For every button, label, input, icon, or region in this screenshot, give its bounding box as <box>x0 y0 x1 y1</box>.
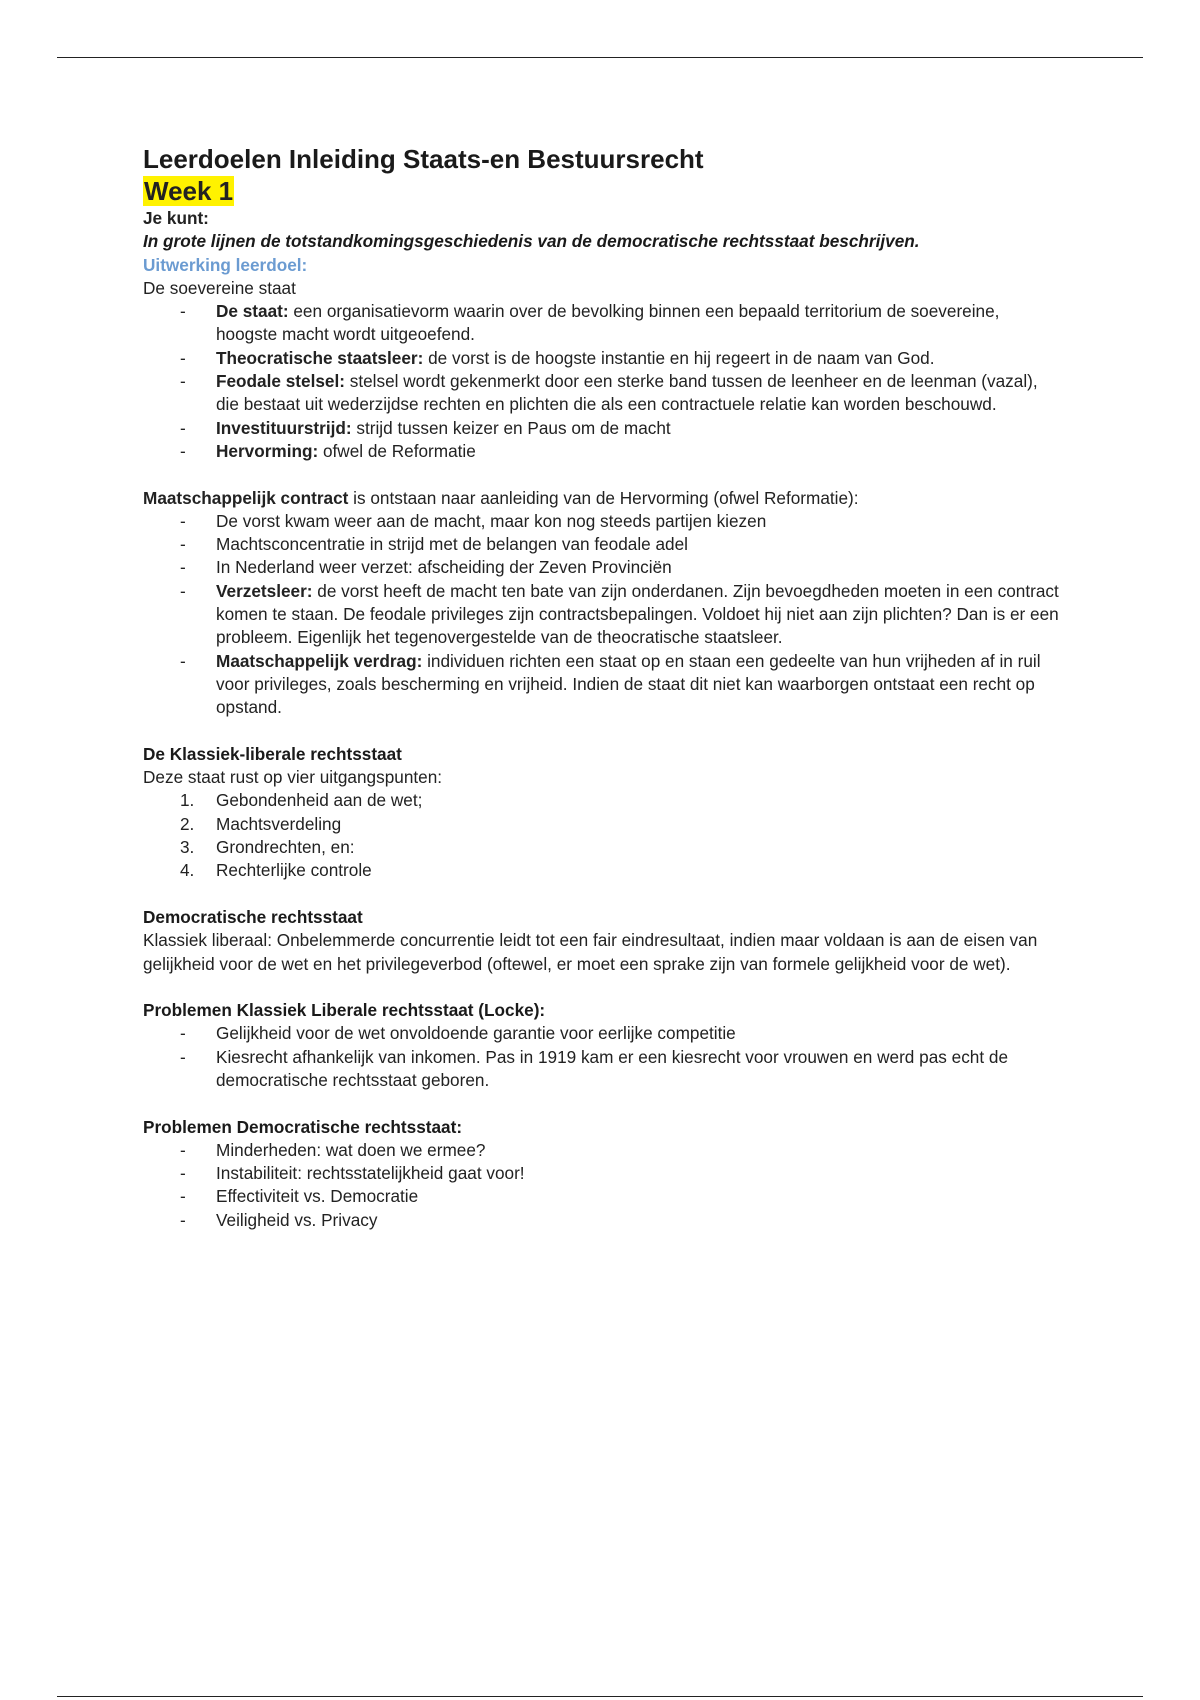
bullet-dash: - <box>180 1209 186 1230</box>
bullet-dash: - <box>180 417 186 438</box>
week-heading <box>143 175 1063 207</box>
bullet-dash: - <box>180 440 186 461</box>
section-heading: Democratische rechtsstaat <box>143 906 363 927</box>
contract-lead: is ontstaan naar aanleiding van de Hervorming (ofwel Reformatie): <box>348 487 859 508</box>
item-text: Gebondenheid aan de wet; <box>216 790 423 811</box>
bullet-dash: - <box>180 301 186 322</box>
bullet-dash: - <box>180 534 186 555</box>
bullet-dash: - <box>180 650 186 671</box>
list-item <box>143 836 1063 859</box>
item-text: Machtsverdeling <box>216 813 342 834</box>
list-item <box>143 1022 1063 1045</box>
list-item <box>143 347 1063 370</box>
list-item <box>143 813 1063 836</box>
term: Verzetsleer: <box>216 580 313 601</box>
term: Maatschappelijk verdrag: <box>216 650 423 671</box>
list-item <box>143 533 1063 556</box>
list-item <box>143 789 1063 812</box>
list-item <box>143 1209 1063 1232</box>
item-text: Minderheden: wat doen we ermee? <box>216 1139 486 1160</box>
section-paragraph: Klassiek liberaal: Onbelemmerde concurrentie leidt tot een fair eindresultaat, indien maar voldaan is aan de eisen van gelijkheid voor de wet en het privilegeverbod (oftewel, er moet een sprake zijn van formele gelijkheid voor de wet). <box>143 930 1038 974</box>
je-kunt-label: Je kunt: <box>143 208 209 228</box>
list-number: 1. <box>180 790 195 811</box>
definition: stelsel wordt gekenmerkt door een sterke band tussen de leenheer en de leenman (vazal), die bestaat uit wederzijdse rechten en plichten die als een contractuele relatie kan worden beschouwd. <box>216 371 1038 415</box>
section-intro: Deze staat rust op vier uitgangspunten: <box>143 767 443 788</box>
bullet-dash: - <box>180 557 186 578</box>
bullet-dash: - <box>180 371 186 392</box>
principles-list <box>143 789 1063 882</box>
term: Investituurstrijd: <box>216 417 352 438</box>
section-heading: Problemen Klassiek Liberale rechtsstaat (Locke): <box>143 1000 546 1021</box>
contract-term: Maatschappelijk contract <box>143 487 349 508</box>
list-item <box>143 300 1063 347</box>
bullet-dash: - <box>180 510 186 531</box>
definition: de vorst is de hoogste instantie en hij regeert in de naam van God. <box>423 347 935 368</box>
item-text: de vorst heeft de macht ten bate van zijn onderdanen. Zijn bevoegdheden moeten in een contract komen te staan. De feodale privileges zijn contractsbepalingen. Voldoet hij niet aan zijn plichten? Dan is er een probleem. Eigenlijk het tegenovergestelde van de theocratische staatsleer. <box>216 580 1059 648</box>
list-item <box>143 650 1063 720</box>
item-text: De vorst kwam weer aan de macht, maar kon nog steeds partijen kiezen <box>216 510 767 531</box>
item-text: Instabiliteit: rechtsstatelijkheid gaat voor! <box>216 1163 525 1184</box>
list-number: 2. <box>180 813 195 834</box>
problems-liberal-list <box>143 1022 1063 1092</box>
list-number: 3. <box>180 837 195 858</box>
list-item <box>143 1139 1063 1162</box>
bullet-dash: - <box>180 580 186 601</box>
list-item <box>143 859 1063 882</box>
term: Hervorming: <box>216 440 319 461</box>
item-text: Effectiviteit vs. Democratie <box>216 1186 419 1207</box>
item-text: In Nederland weer verzet: afscheiding der Zeven Provinciën <box>216 557 672 578</box>
item-text: Veiligheid vs. Privacy <box>216 1209 378 1230</box>
contract-paragraph <box>143 487 1063 510</box>
list-item <box>143 440 1063 463</box>
bullet-dash: - <box>180 347 186 368</box>
contract-list <box>143 510 1063 720</box>
bullet-dash: - <box>180 1023 186 1044</box>
header-rule <box>57 57 1143 58</box>
week-highlight: Week 1 <box>144 176 234 206</box>
definition: ofwel de Reformatie <box>318 440 476 461</box>
bullet-dash: - <box>180 1046 186 1067</box>
list-item <box>143 1046 1063 1093</box>
term: Theocratische staatsleer: <box>216 347 424 368</box>
term: De staat: <box>216 301 289 322</box>
definition: een organisatievorm waarin over de bevolking binnen een bepaald territorium de soevereine, hoogste macht wordt uitgeoefend. <box>216 301 1000 345</box>
bullet-dash: - <box>180 1186 186 1207</box>
item-text: Grondrechten, en: <box>216 837 355 858</box>
document-title: Leerdoelen Inleiding Staats-en Bestuursrecht <box>143 144 704 174</box>
section-heading: Problemen Democratische rechtsstaat: <box>143 1116 463 1137</box>
item-text: individuen richten een staat op en staan een gedeelte van hun vrijheden af in ruil voor privileges, zoals bescherming en vrijheid. Indien de staat dit niet kan waarborgen ontstaat een recht op opstand. <box>216 650 1041 718</box>
section-intro: De soevereine staat <box>143 277 296 298</box>
learning-objective: In grote lijnen de totstandkomingsgeschiedenis van de democratische rechtsstaat beschrijven. <box>143 231 920 252</box>
list-item <box>143 580 1063 650</box>
list-item <box>143 370 1063 417</box>
item-text: Gelijkheid voor de wet onvoldoende garantie voor eerlijke competitie <box>216 1023 736 1044</box>
term: Feodale stelsel: <box>216 371 345 392</box>
list-item <box>143 1162 1063 1185</box>
bullet-dash: - <box>180 1163 186 1184</box>
document-page <box>143 143 1063 1232</box>
section-heading: De Klassiek-liberale rechtsstaat <box>143 743 402 764</box>
item-text: Rechterlijke controle <box>216 860 372 881</box>
item-text: Machtsconcentratie in strijd met de belangen van feodale adel <box>216 534 688 555</box>
problems-democratic-list <box>143 1139 1063 1232</box>
list-item <box>143 1185 1063 1208</box>
elaboration-label: Uitwerking leerdoel: <box>143 254 308 275</box>
list-item <box>143 510 1063 533</box>
definitions-list <box>143 300 1063 463</box>
list-item <box>143 417 1063 440</box>
item-text: Kiesrecht afhankelijk van inkomen. Pas in 1919 kam er een kiesrecht voor vrouwen en werd pas echt de democratische rechtsstaat geboren. <box>216 1046 1009 1090</box>
list-item <box>143 556 1063 579</box>
list-number: 4. <box>180 860 195 881</box>
bullet-dash: - <box>180 1139 186 1160</box>
definition: strijd tussen keizer en Paus om de macht <box>351 417 671 438</box>
footer-rule <box>57 1696 1143 1697</box>
